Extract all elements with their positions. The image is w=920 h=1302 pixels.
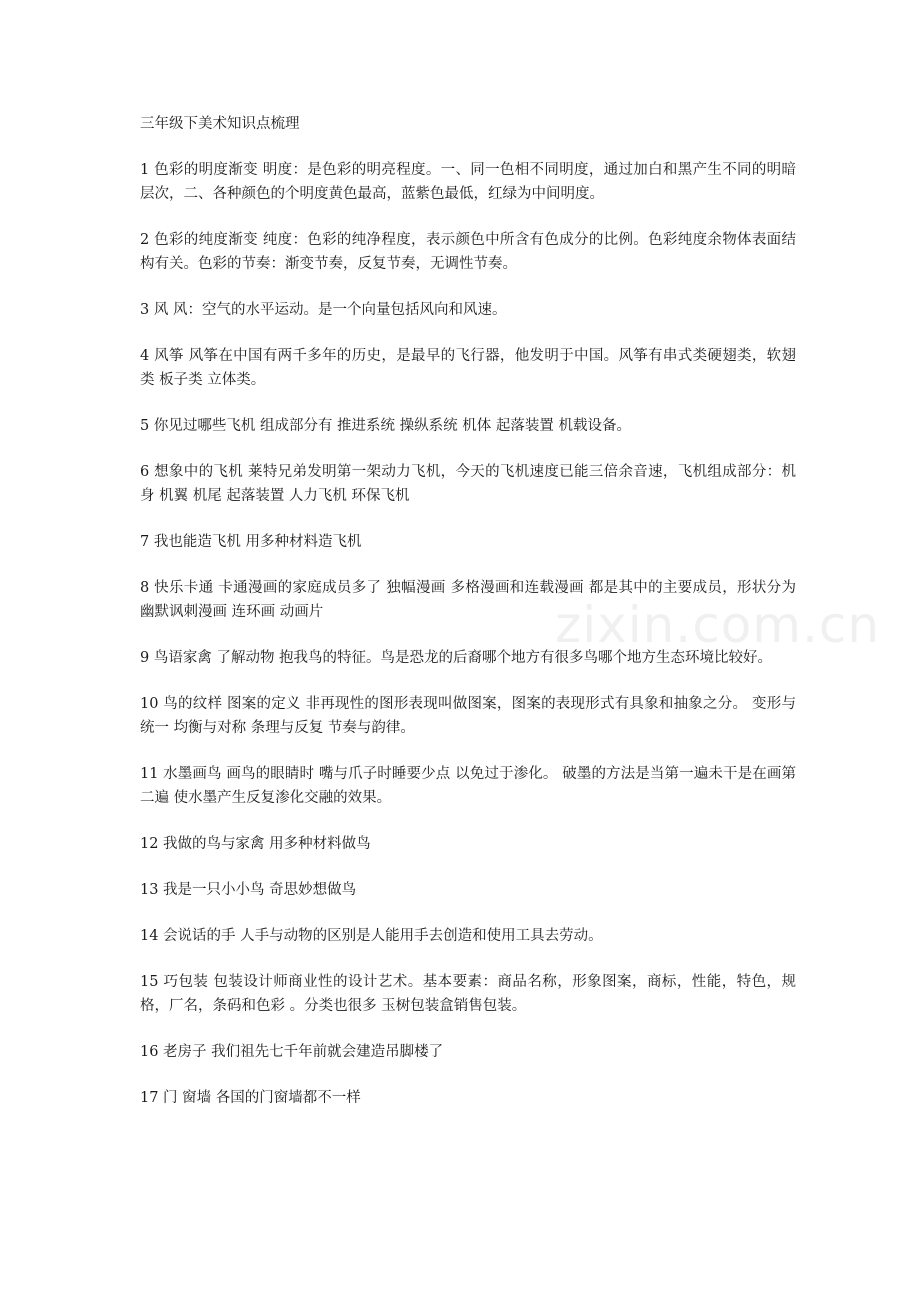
paragraph-15: 15 巧包装 包装设计师商业性的设计艺术。基本要素：商品名称，形象图案，商标，性能，特色，规格，厂名，条码和色彩 。分类也很多 玉树包装盒销售包装。 xyxy=(140,974,796,1014)
paragraph-3: 3 风 风：空气的水平运动。是一个向量包括风向和风速。 xyxy=(140,302,507,318)
paragraph-10: 10 鸟的纹样 图案的定义 非再现性的图形表现叫做图案，图案的表现形式有具象和抽象之分。 变形与统一 均衡与对称 条理与反复 节奏与韵律。 xyxy=(140,696,796,736)
document-body xyxy=(140,112,796,1132)
paragraph-8: 8 快乐卡通 卡通漫画的家庭成员多了 独幅漫画 多格漫画和连载漫画 都是其中的主要成员，形状分为 幽默讽刺漫画 连环画 动画片 xyxy=(140,580,796,620)
paragraph-9: 9 鸟语家禽 了解动物 抱我鸟的特征。鸟是恐龙的后裔哪个地方有很多鸟哪个地方生态环境比较好。 xyxy=(140,650,773,666)
paragraph-13: 13 我是一只小小鸟 奇思妙想做鸟 xyxy=(140,882,357,898)
paragraph-14: 14 会说话的手 人手与动物的区别是人能用手去创造和使用工具去劳动。 xyxy=(140,928,603,944)
watermark: zixin.com.cn xyxy=(555,596,881,654)
paragraph-1: 1 色彩的明度渐变 明度：是色彩的明亮程度。一、同一色相不同明度，通过加白和黑产生不同的明暗层次，二、各种颜色的个明度黄色最高，蓝紫色最低，红绿为中间明度。 xyxy=(140,162,796,202)
paragraph-6: 6 想象中的飞机 莱特兄弟发明第一架动力飞机，今天的飞机速度已能三倍余音速，飞机组成部分：机身 机翼 机尾 起落装置 人力飞机 环保飞机 xyxy=(140,464,796,504)
document-title: 三年级下美术知识点梳理 xyxy=(140,116,300,132)
paragraph-5: 5 你见过哪些飞机 组成部分有 推进系统 操纵系统 机体 起落装置 机载设备。 xyxy=(140,418,631,434)
paragraph-4: 4 风筝 风筝在中国有两千多年的历史，是最早的飞行器，他发明于中国。风筝有串式类硬翅类，软翅类 板子类 立体类。 xyxy=(140,348,796,388)
paragraph-17: 17 门 窗墙 各国的门窗墙都不一样 xyxy=(140,1090,361,1106)
paragraph-12: 12 我做的鸟与家禽 用多种材料做鸟 xyxy=(140,836,371,852)
paragraph-11: 11 水墨画鸟 画鸟的眼睛时 嘴与爪子时睡要少点 以免过于渗化。 破墨的方法是当第一遍未干是在画第二遍 使水墨产生反复渗化交融的效果。 xyxy=(140,766,796,806)
paragraph-16: 16 老房子 我们祖先七千年前就会建造吊脚楼了 xyxy=(140,1044,444,1060)
paragraph-2: 2 色彩的纯度渐变 纯度：色彩的纯净程度，表示颜色中所含有色成分的比例。色彩纯度余物体表面结构有关。色彩的节奏：渐变节奏，反复节奏，无调性节奏。 xyxy=(140,232,796,272)
paragraph-7: 7 我也能造飞机 用多种材料造飞机 xyxy=(140,534,362,550)
